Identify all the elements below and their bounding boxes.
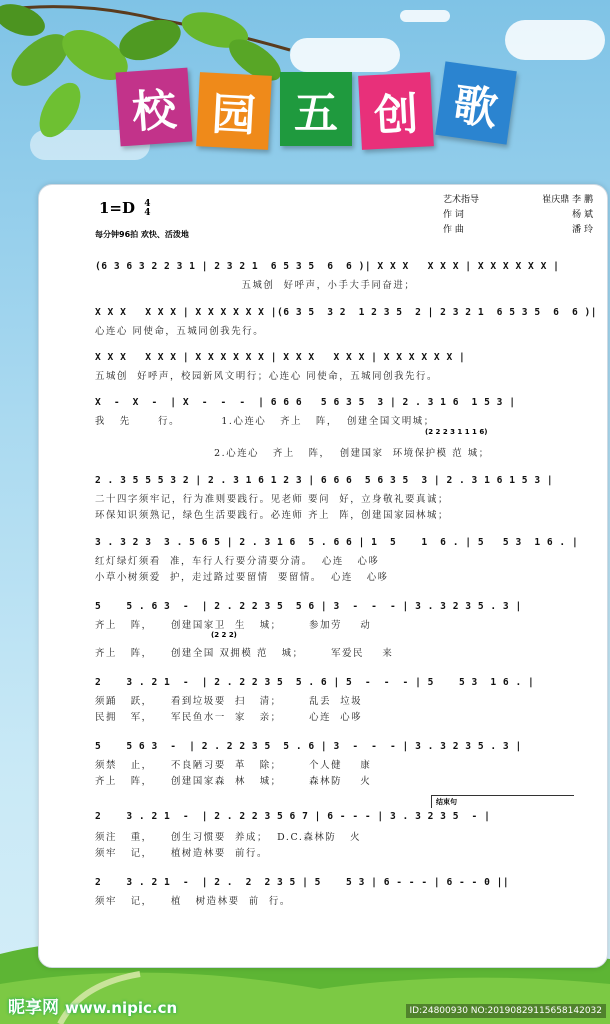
lyric-line: 齐上 阵， 创建国家卫 生 城； 参加劳 动 [95,620,372,631]
watermark-logo: 昵享网 www.nipic.cn [8,998,178,1018]
notation-line: 5 5 6 3 - | 2 . 2 2 3 5 5 . 6 | 3 - - - | 3 . 3 2 3 5 . 3 | [95,741,522,752]
title [118,64,538,159]
lyric-line: 心连心 同使命，五城同创我先行。 [95,326,265,337]
lyric-line: 须注 重， 创生习惯要 养成； D.C.森林防 火 [95,832,362,843]
lyric-line: 须牢 记， 植 树造林要 前 行。 [95,896,291,907]
notation-line: 3 . 3 2 3 3 . 5 6 5 | 2 . 3 1 6 5 . 6 6 | 1 5 1 6 . | 5 5 3 1 6 . | [95,537,579,548]
small-notation: (2 2 2 3 1 1 1 6) [425,428,488,436]
credit-row: 艺术指导 崔庆鼎 李 鹏 [443,195,593,205]
lyric-line: 红灯绿灯须看 准，车行人行要分清要分清。 心连 心哆 [95,556,380,567]
time-signature-bottom: 4 [144,208,151,218]
lyric-line: 民拥 军， 军民鱼水一 家 亲； 心连 心哆 [95,712,363,723]
lyric-line: 小草小树须爱 护，走过路过要留情 要留情。 心连 心哆 [95,572,389,583]
notation-line: X X X X X X | X X X X X X | X X X X X X | X X X X X X | [95,352,466,363]
lyric-line: 二十四字须牢记，行为准则要践行。见老师 要问 好，立身敬礼要真诚； [95,494,449,505]
title-char: 五 [280,72,352,146]
tempo-marking: 每分钟96拍 欢快、活泼地 [95,230,189,239]
lyric-line: 环保知识须熟记，绿色生活要践行。必连师 齐上 阵，创建国家园林城； [95,510,449,521]
title-char: 歌 [435,61,517,144]
small-notation: (2 2 2) [211,631,237,639]
time-signature-top: 4 [144,199,151,209]
watermark-id: ID:24800930 NO:20190829115658142032 [406,1004,607,1018]
notation-line: 2 3 . 2 1 - | 2 . 2 2 3 5 | 5 5 3 | 6 - - - | 6 - - 0 || [95,877,510,888]
notation-line: (6 3 6 3 2 2 3 1 | 2 3 2 1 6 5 3 5 6 6 )| X X X X X X | X X X X X X | [95,261,560,272]
ending-label: 结束句 [431,795,574,808]
notation-line: 2 3 . 2 1 - | 2 . 2 2 3 5 6 7 | 6 - - - | 3 . 3 2 3 5 - | [95,811,491,822]
notation-line: 5 5 . 6 3 - | 2 . 2 2 3 5 5 6 | 3 - - - | 3 . 3 2 3 5 . 3 | [95,601,522,612]
notation-line: X - X - | X - - - | 6 6 6 5 6 3 5 3 | 2 . 3 1 6 1 5 3 | [95,397,516,408]
lyric-line: 须禁 止， 不良陋习要 革 除； 个人健 康 [95,760,372,771]
key-signature: 1=D 4 4 [99,199,151,218]
credit-row: 作 曲 潘 玲 [443,225,593,235]
lyric-line: 齐上 阵， 创建全国 双拥模 范 城； 军爱民 来 [95,648,394,659]
cloud [505,20,605,60]
cloud [400,10,450,22]
credits [443,193,593,238]
credit-row: 作 词 杨 斌 [443,210,593,220]
title-char: 创 [358,72,434,150]
lyric-line: 齐上 阵， 创建国家森 林 城； 森林防 火 [95,776,372,787]
lyric-line: 我 先 行。 1.心连心 齐上 阵， 创建全国文明城； [95,416,435,427]
lyric-line: 五城创 好呼声，小手大手同奋进； [95,280,416,291]
notation-line: X X X X X X | X X X X X X |(6 3 5 3 2 1 2 3 5 2 | 2 3 2 1 6 5 3 5 6 6 )| [95,307,598,318]
title-char: 校 [116,68,193,147]
music-sheet [38,184,608,968]
notation-line: 2 . 3 5 5 5 3 2 | 2 . 3 1 6 1 2 3 | 6 6 6 5 6 3 5 3 | 2 . 3 1 6 1 5 3 | [95,475,554,486]
notation-line: 2 3 . 2 1 - | 2 . 2 2 3 5 5 . 6 | 5 - - - | 5 5 3 1 6 . | [95,677,535,688]
lyric-line: 须踊 跃， 看到垃圾要 扫 清； 乱丢 垃圾 [95,696,363,707]
title-char: 园 [196,72,272,150]
lyric-line: 须牢 记， 植树造林要 前行。 [95,848,268,859]
lyric-line: 五城创 好呼声，校园新风文明行；心连心 同使命，五城同创我先行。 [95,371,438,382]
lyric-line: 2.心连心 齐上 阵， 创建国家 环境保护模 范 城； [95,448,490,459]
